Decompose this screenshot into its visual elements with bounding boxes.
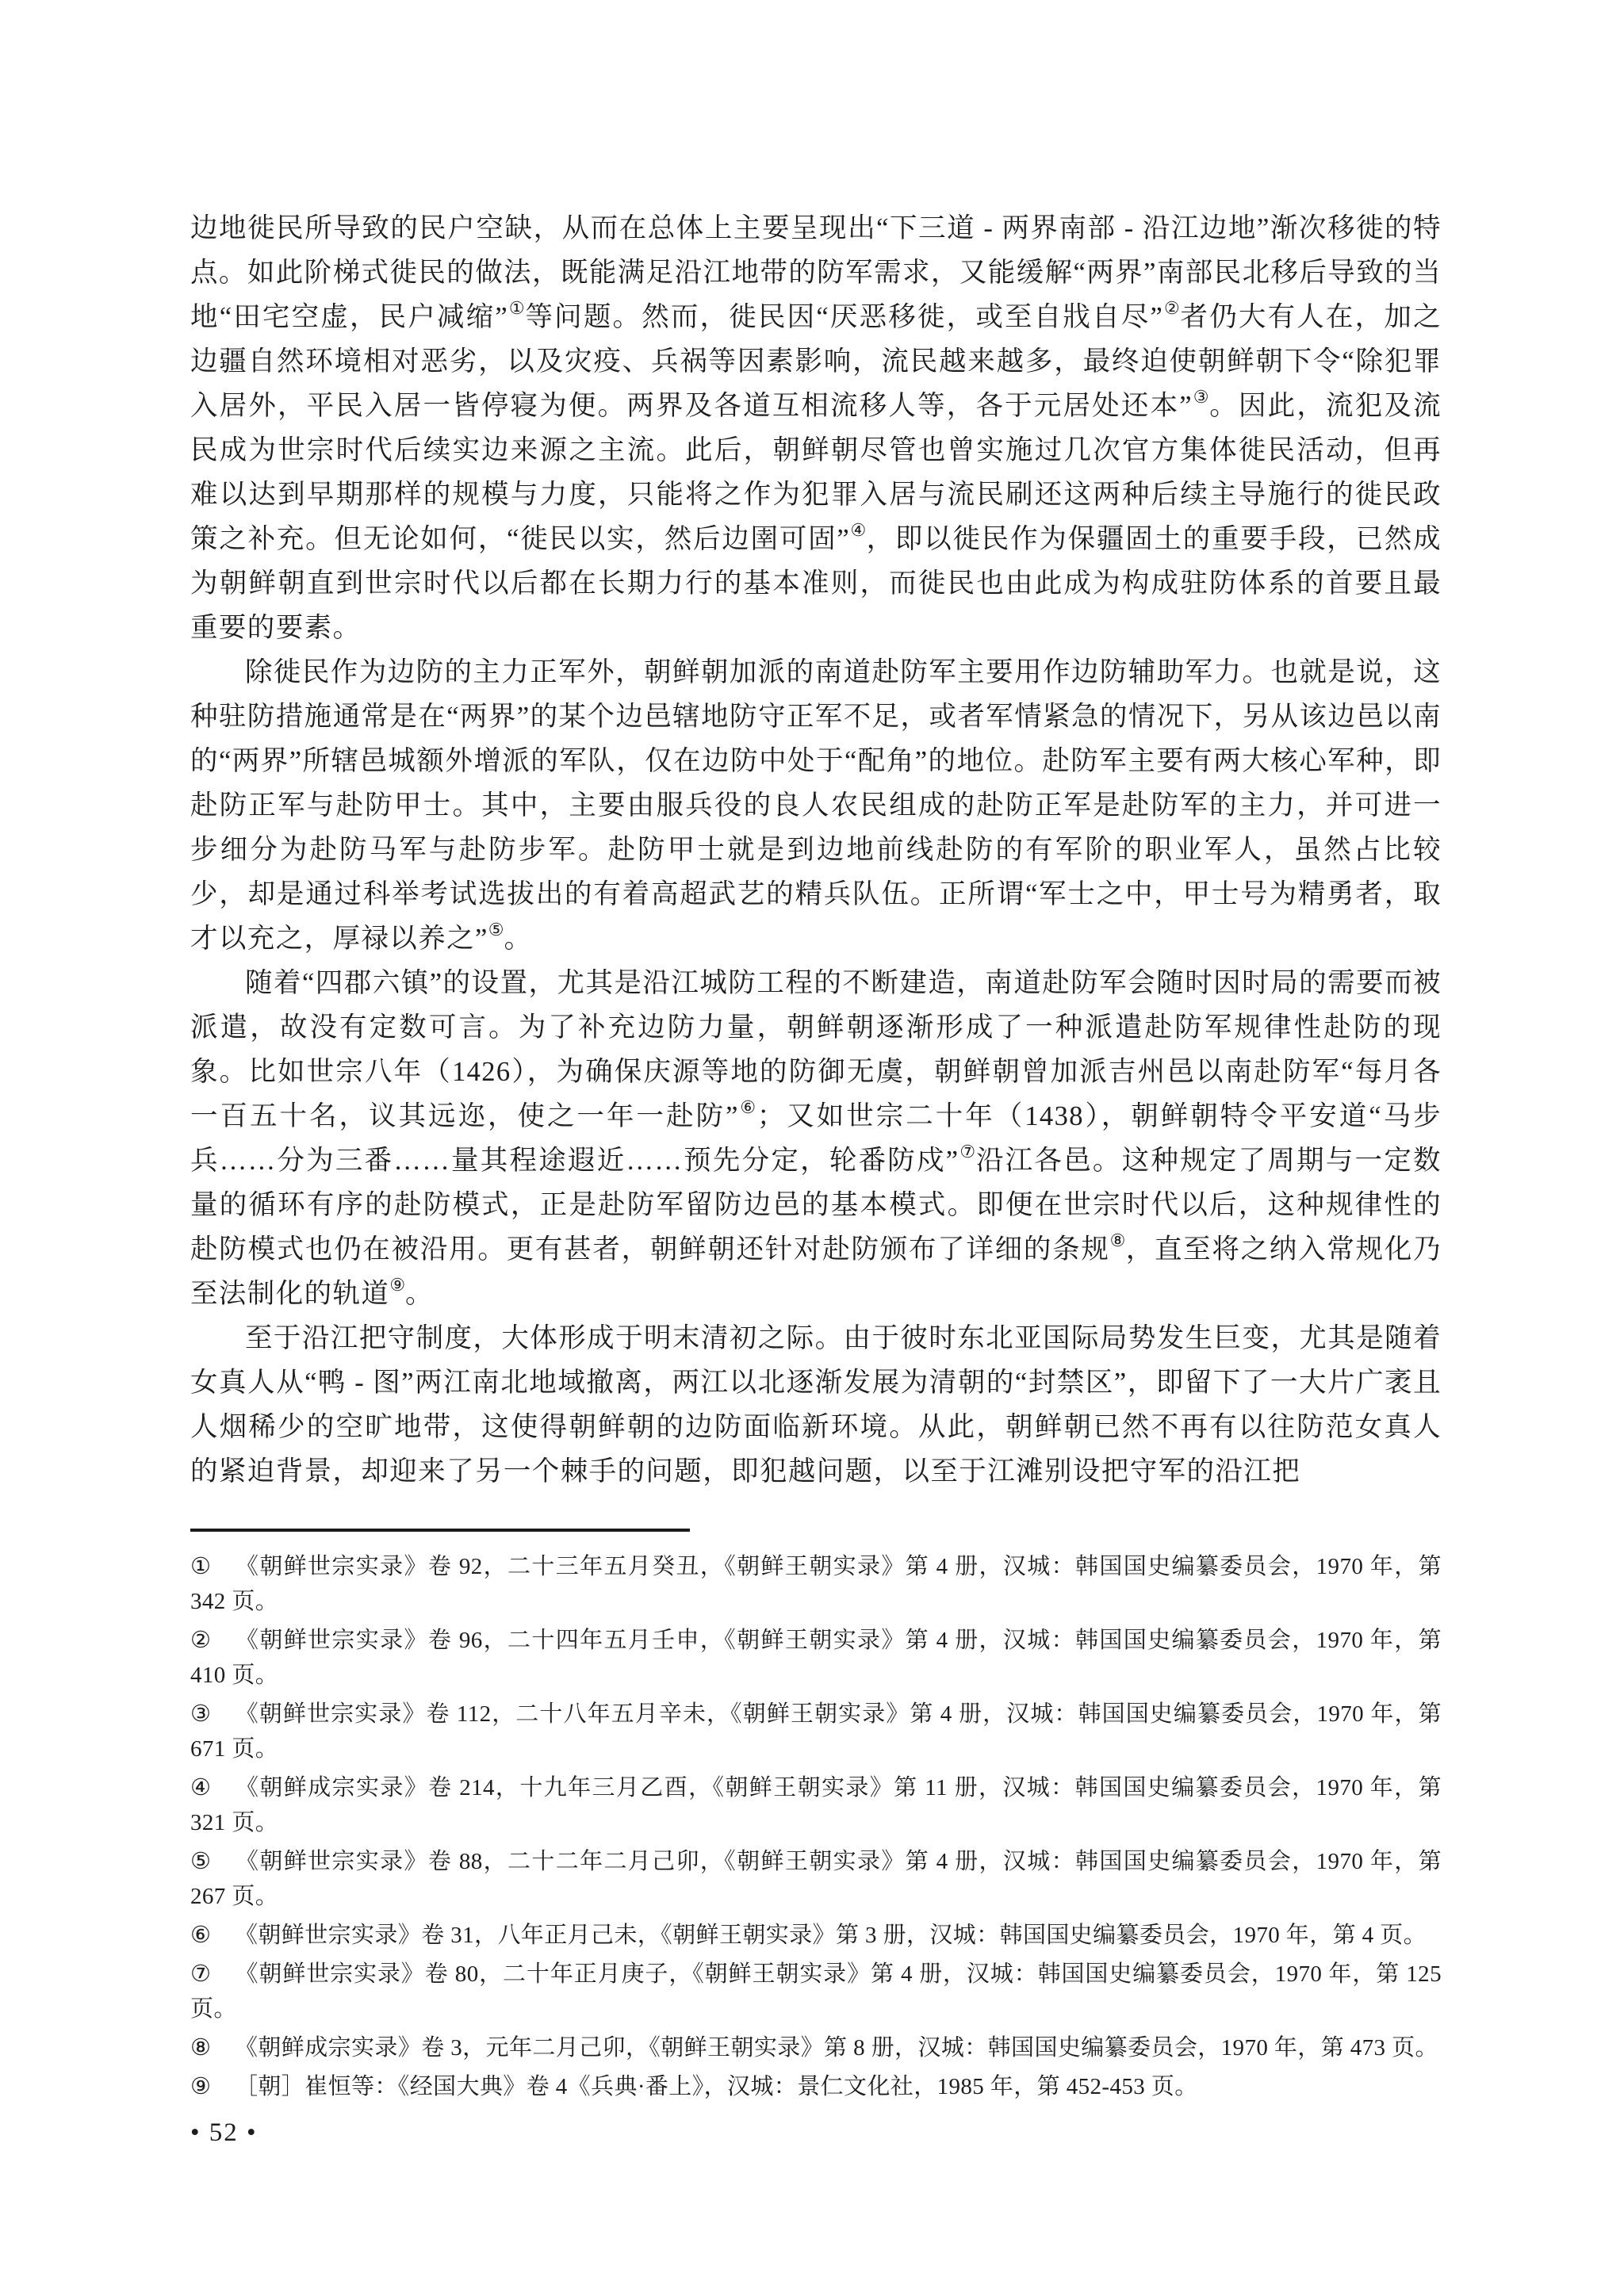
footnote-reference: ④ — [850, 520, 867, 540]
footnote-marker: ⑨ — [190, 2074, 211, 2099]
footnote-marker: ② — [190, 1628, 211, 1653]
body-text — [190, 0, 1442, 1494]
footnote-text: 《朝鲜成宗实录》卷 3，元年二月己卯，《朝鲜王朝实录》第 8 册，汉城：韩国国史编纂委员会，1970 年，第 473 页。 — [235, 2035, 1438, 2061]
footnote-separator — [190, 1529, 690, 1532]
footnote-reference: ① — [508, 298, 526, 318]
footnote-marker: ⑥ — [190, 1923, 211, 1948]
footnote-reference: ⑨ — [389, 1275, 406, 1295]
footnote-marker: ⑦ — [190, 1961, 211, 1987]
footnote-reference: ⑤ — [488, 920, 504, 939]
footnote-text: 《朝鲜成宗实录》卷 214，十九年三月乙酉，《朝鲜王朝实录》第 11 册，汉城：韩国国史编纂委员会，1970 年，第 321 页。 — [190, 1775, 1442, 1835]
footnote-text: 《朝鲜世宗实录》卷 31，八年正月己未，《朝鲜王朝实录》第 3 册，汉城：韩国国史编纂委员会，1970 年，第 4 页。 — [235, 1923, 1427, 1948]
footnote-marker: ⑤ — [190, 1849, 211, 1874]
footnote-reference: ⑧ — [1109, 1230, 1126, 1250]
footnote-3 — [190, 1697, 1442, 1766]
page-number: • 52 • — [190, 2118, 258, 2147]
footnote-reference: ⑦ — [959, 1142, 976, 1161]
footnote-9 — [190, 2069, 1442, 2104]
footnote-text: 《朝鲜世宗实录》卷 80，二十年正月庚子，《朝鲜王朝实录》第 4 册，汉城：韩国国史编纂委员会，1970 年，第 125 页。 — [190, 1961, 1442, 2022]
text-column — [190, 0, 1442, 1494]
footnote-reference: ② — [1163, 298, 1181, 318]
footnote-5 — [190, 1844, 1442, 1914]
footnote-marker: ④ — [190, 1775, 211, 1800]
footnote-section — [190, 1529, 1442, 2108]
footnote-6 — [190, 1918, 1442, 1953]
footnote-list — [190, 1549, 1442, 2104]
footnote-reference: ③ — [1193, 387, 1210, 407]
footnote-text: 《朝鲜世宗实录》卷 92，二十三年五月癸丑，《朝鲜王朝实录》第 4 册，汉城：韩国国史编纂委员会，1970 年，第 342 页。 — [190, 1554, 1442, 1614]
footnote-marker: ① — [190, 1554, 211, 1579]
footnote-marker: ③ — [190, 1701, 211, 1727]
body-paragraph-4: 至于沿江把守制度，大体形成于明末清初之际。由于彼时东北亚国际局势发生巨变，尤其是随着女真人从“鸭 - 图”两江南北地域撤离，两江以北逐渐发展为清朝的“封禁区”，即留下了一大片广袤且人烟稀少的空旷地带，这使得朝鲜朝的边防面临新环境。从此，朝鲜朝已然不再有以往防范女真人的紧迫背景，却迎来了另一个棘手的问题，即犯越问题，以至于江滩别设把守军的沿江把 — [190, 1323, 1442, 1487]
footnote-2 — [190, 1623, 1442, 1693]
footnote-text: 《朝鲜世宗实录》卷 112，二十八年五月辛未，《朝鲜王朝实录》第 4 册，汉城：韩国国史编纂委员会，1970 年，第 671 页。 — [190, 1701, 1442, 1762]
footnote-text: 《朝鲜世宗实录》卷 96，二十四年五月壬申，《朝鲜王朝实录》第 4 册，汉城：韩国国史编纂委员会，1970 年，第 410 页。 — [190, 1628, 1442, 1688]
footnote-marker: ⑧ — [190, 2035, 211, 2061]
footnote-7 — [190, 1957, 1442, 2026]
body-paragraph-2: 除徙民作为边防的主力正军外，朝鲜朝加派的南道赴防军主要用作边防辅助军力。也就是说，这种驻防措施通常是在“两界”的某个边邑辖地防守正军不足，或者军情紧急的情况下，另从该边邑以南的“两界”所辖邑城额外增派的军队，仅在边防中处于“配角”的地位。赴防军主要有两大核心军种，即赴防正军与赴防甲士。其中，主要由服兵役的良人农民组成的赴防正军是赴防军的主力，并可进一步细分为赴防马军与赴防步军。赴防甲士就是到边地前线赴防的有军阶的职业军人，虽然占比较少，却是通过科举考试选拔出的有着高超武艺的精兵队伍。正所谓“军士之中，甲士号为精勇者，取才以充之，厚禄以养之”⑤。 — [190, 657, 1442, 954]
body-paragraph-3: 随着“四郡六镇”的设置，尤其是沿江城防工程的不断建造，南道赴防军会随时因时局的需要而被派遣，故没有定数可言。为了补充边防力量，朝鲜朝逐渐形成了一种派遣赴防军规律性赴防的现象。比如世宗八年（1426），为确保庆源等地的防御无虞，朝鲜朝曾加派吉州邑以南赴防军“每月各一百五十名，议其远迩，使之一年一赴防”⑥；又如世宗二十年（1438），朝鲜朝特令平安道“马步兵……分为三番……量其程途遐近……预先分定，轮番防戍”⑦沿江各邑。这种规定了周期与一定数量的循环有序的赴防模式，正是赴防军留防边邑的基本模式。即便在世宗时代以后，这种规律性的赴防模式也仍在被沿用。更有甚者，朝鲜朝还针对赴防颁布了详细的条规⑧，直至将之纳入常规化乃至法制化的轨道⑨。 — [190, 968, 1442, 1309]
body-paragraph-1: 边地徙民所导致的民户空缺，从而在总体上主要呈现出“下三道 - 两界南部 - 沿江边地”渐次移徙的特点。如此阶梯式徙民的做法，既能满足沿江地带的防军需求，又能缓解“两界”南部民北移后导致的当地“田宅空虚，民户减缩”①等问题。然而，徙民因“厌恶移徙，或至自戕自尽”②者仍大有人在，加之边疆自然环境相对恶劣，以及灾疫、兵祸等因素影响，流民越来越多，最终迫使朝鲜朝下令“除犯罪入居外，平民入居一皆停寝为便。两界及各道互相流移人等，各于元居处还本”③。因此，流犯及流民成为世宗时代后续实边来源之主流。此后，朝鲜朝尽管也曾实施过几次官方集体徙民活动，但再难以达到早期那样的规模与力度，只能将之作为犯罪入居与流民刷还这两种后续主导施行的徙民政策之补充。但无论如何，“徙民以实，然后边圉可固”④，即以徙民作为保疆固土的重要手段，已然成为朝鲜朝直到世宗时代以后都在长期力行的基本准则，而徙民也由此成为构成驻防体系的首要且最重要的要素。 — [190, 213, 1442, 643]
footnote-1 — [190, 1549, 1442, 1619]
footnote-reference: ⑥ — [738, 1097, 757, 1117]
footnote-4 — [190, 1770, 1442, 1840]
footnote-text: ［朝］崔恒等：《经国大典》卷 4《兵典·番上》，汉城：景仁文化社，1985 年，第 452-453 页。 — [235, 2074, 1198, 2099]
footnote-text: 《朝鲜世宗实录》卷 88，二十二年二月己卯，《朝鲜王朝实录》第 4 册，汉城：韩国国史编纂委员会，1970 年，第 267 页。 — [190, 1849, 1442, 1909]
footnote-8 — [190, 2030, 1442, 2065]
